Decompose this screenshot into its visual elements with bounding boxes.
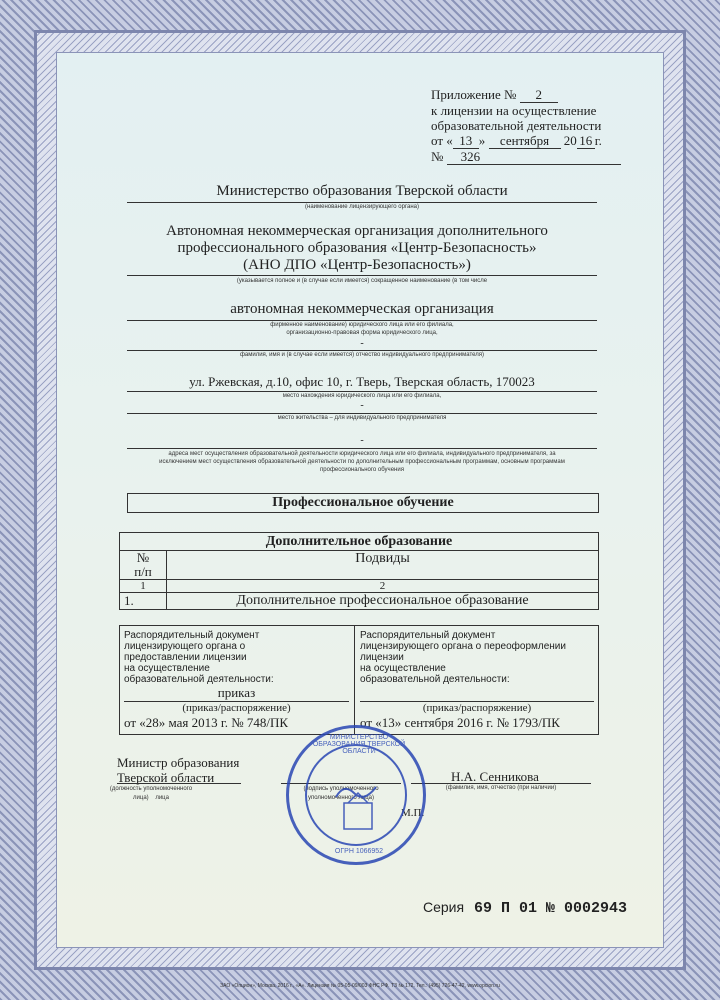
prof-training-section: Профессиональное обучение [127,493,599,513]
divider [117,783,241,784]
date-month: сентября [489,133,561,149]
col-no-header [120,551,167,580]
places-caption-3: профессионального обучения [320,467,404,473]
org-full-name-2: профессионального образования «Центр-Безопасность» [177,240,537,256]
legal-form-caption-1: фирменное наименование) юридического лица или его филиала, [270,322,454,328]
signatory-name: Н.А. Сенникова [451,769,539,784]
row-number: 1. [120,593,167,610]
doc-left-caption: (приказ/распоряжение) [182,702,291,714]
signature-caption-1: (подпись уполномоченного [303,786,379,792]
col-no-label: № [136,550,150,565]
appendix-block [431,87,661,165]
appendix-title: Приложение № [431,87,517,102]
org-legal-form: автономная некоммерческая организация [230,301,494,317]
printer-footer: ЗАО «Опцион», Москва, 2016 г., «А». Лицензия № 05-05-09/003 ФНС РФ. ТЗ № 172. Тел.: (495) 726-47-42, www.opcion.ru [220,983,500,989]
org-short-name: (АНО ДПО «Центр-Безопасность») [243,257,471,273]
stamp-code: ОГРН 1066952 [334,848,384,855]
doc-left-type: приказ [217,685,256,700]
doc-left-title [124,630,349,685]
org-caption: (указывается полное и (в случае если имеется) сокращенное наименование (в том числе [236,278,488,284]
license-number: 326 [447,149,621,165]
position-caption-3: лица [155,795,169,801]
license-no-label: № [431,149,444,164]
dash-places: - [360,435,364,446]
position-caption-2: лица) [133,795,149,801]
doc-right-title-3: на осуществление [360,663,446,674]
ministry-caption: (наименование лицензирующего органа) [305,204,419,210]
date-year-end: г. [594,133,602,148]
doc-left-reference: от «28» мая 2013 г. № 748/ПК [124,715,289,730]
places-caption [117,450,607,474]
doc-right-reference: от «13» сентября 2016 г. № 1793/ПК [360,715,560,730]
index-1: 1 [120,580,167,593]
org-address: ул. Ржевская, д.10, офис 10, г. Тверь, Тверская область, 170023 [189,374,535,389]
ministry-name: Министерство образования Тверской области [216,183,508,199]
position-caption [91,785,211,803]
divider [127,413,597,414]
table-index-row [120,580,599,593]
appendix-number: 2 [520,87,558,103]
places-caption-2: исключением мест осуществления образовательной деятельности по дополнительным профессиональным программам, основным программам [159,459,565,465]
org-full-name-1: Автономная некоммерческая организация дополнительного [166,223,548,239]
doc-right-title [360,630,596,685]
series [423,899,627,917]
dash-residence: - [360,400,364,411]
position-caption-1: (должность уполномоченного [109,786,193,792]
series-number: 69 П 01 № 0002943 [473,900,628,917]
official-stamp [286,725,426,865]
date-year: 16 [577,133,595,149]
table-header-row [120,551,599,580]
date-mid: » [478,133,486,148]
documents-box [119,625,599,735]
person-caption: фамилия, имя и (в случае если имеется) отчество индивидуального предпринимателя) [239,352,485,358]
organization-name [107,223,607,274]
divider [127,391,597,392]
date-prefix: от « [431,133,453,148]
col-subtypes-header: Подвиды [167,551,599,580]
divider [127,202,597,203]
additional-education-header: Дополнительное образование [119,532,599,551]
places-caption-1: адреса мест осуществления образовательной деятельности юридического лица или его филиала, индивидуального предпринимателя, за [168,451,556,457]
divider [127,350,597,351]
appendix-line2: к лицензии на осуществление [431,103,597,118]
residence-caption: место жительства – для индивидуального предпринимателя [277,415,447,421]
series-label: Серия [423,899,465,915]
divider [127,320,597,321]
date-year-prefix: 20 [563,133,577,148]
doc-right-title-2: лицензирующего органа о переоформлении лицензии [360,641,566,663]
dash-person: - [360,338,364,349]
appendix-line3: образовательной деятельности [431,118,602,133]
date-day: 13 [453,133,479,149]
doc-right-title-1: Распорядительный документ [360,630,496,641]
doc-left-title-3: предоставлении лицензии [124,652,247,663]
doc-right-title-4: образовательной деятельности: [360,674,510,685]
doc-left-title-4: на осуществление [124,663,210,674]
signatory-position [117,755,239,785]
doc-right-caption: (приказ/распоряжение) [422,702,532,714]
doc-left-title-1: Распорядительный документ [124,630,260,641]
divider [411,783,591,784]
doc-left-title-2: лицензирующего органа о [124,641,246,652]
address-caption: место нахождения юридического лица или его филиала, [282,393,442,399]
position-line-2: Тверской области [117,770,215,785]
row-subtype-name: Дополнительное профессиональное образование [167,593,599,610]
table-row [120,593,599,610]
index-2: 2 [167,580,599,593]
subtypes-table [119,550,599,610]
divider [127,448,597,449]
signature-caption-2: уполномоченного лица) [307,795,375,801]
name-caption: (фамилия, имя, отчество (при наличии) [445,785,557,791]
col-no-sub: п/п [134,564,152,579]
stamp-outer-text: МИНИСТЕРСТВО ОБРАЗОВАНИЯ ТВЕРСКОЙ ОБЛАСТИ [312,734,406,755]
divider [127,275,597,276]
doc-left-title-5: образовательной деятельности: [124,674,274,685]
stamp-place-mark: М.П. [401,807,425,819]
position-line-1: Министр образования [117,755,240,770]
documents-divider [354,626,355,734]
legal-form-caption-2: организационно-правовая форма юридического лица, [286,330,438,336]
